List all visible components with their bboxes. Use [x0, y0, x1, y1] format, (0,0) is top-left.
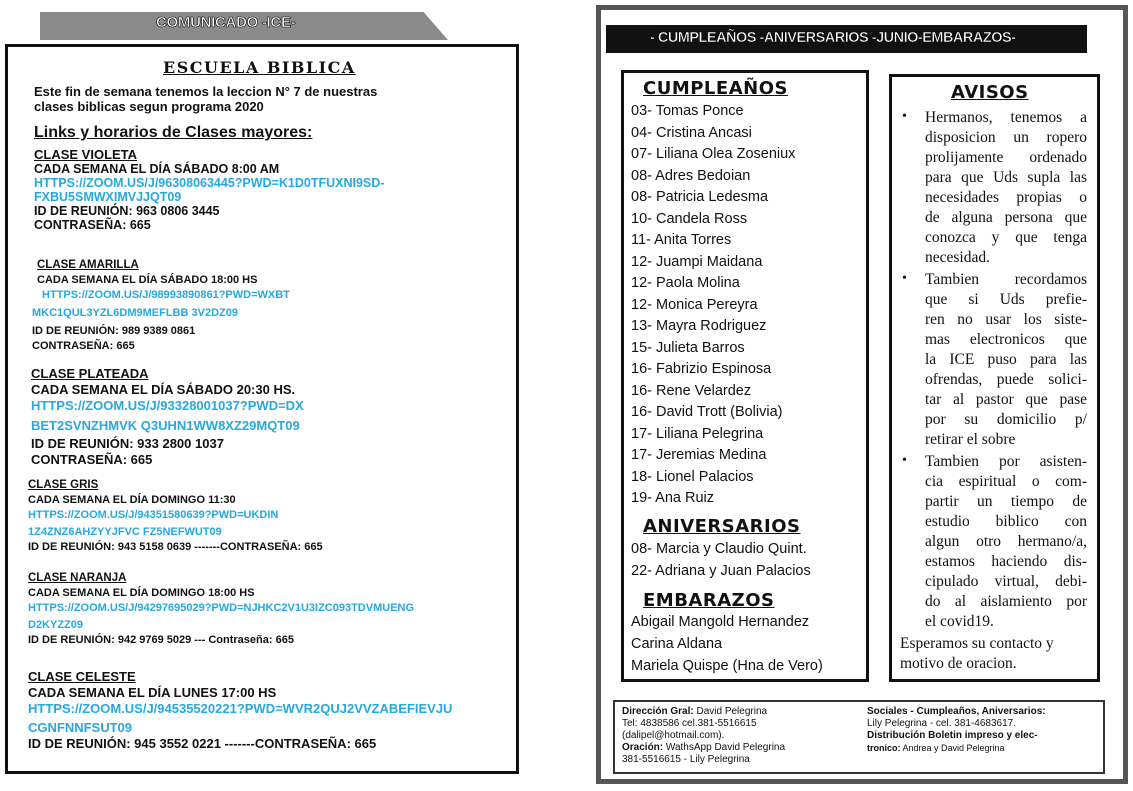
zoom-link[interactable]: HTTPS://ZOOM.US/J/94535520221?PWD=WVR2QUJ2VVZABEFIEVJU	[28, 701, 453, 716]
escuela-biblica-title: ESCUELA BIBLICA	[163, 58, 356, 77]
clase-schedule: CADA SEMANA EL DÍA SÁBADO 8:00 AM	[34, 162, 280, 176]
links-heading: Links y horarios de Clases mayores:	[34, 124, 313, 141]
clase-schedule: CADA SEMANA EL DÍA LUNES 17:00 HS	[28, 685, 277, 700]
zoom-link[interactable]: HTTPS://ZOOM.US/J/94351580639?PWD=UKDIN	[28, 509, 279, 521]
cumpleanos-item: 12- Juampi Maidana	[631, 253, 763, 270]
aviso-line: ren no usar los siste-	[925, 311, 1087, 328]
clase-celeste	[28, 669, 452, 752]
clase-violeta	[34, 148, 384, 232]
closing-line-2: motivo de oracion.	[900, 655, 1017, 672]
aviso-line: do al aislamiento por	[925, 593, 1087, 610]
intro-line-2: clases biblicas segun programa 2020	[34, 99, 264, 114]
zoom-link-cont[interactable]: CGNFNNFSUT09	[28, 720, 133, 735]
aviso-line: Tambien por asisten-	[925, 453, 1087, 470]
cumpleanos-item: 16- Fabrizio Espinosa	[631, 361, 772, 377]
embarazo-item: Mariela Quispe (Hna de Vero)	[631, 658, 823, 674]
cumpleanos-item: 08- Patricia Ledesma	[631, 189, 769, 205]
zoom-link[interactable]: HTTPS://ZOOM.US/J/98993890861?PWD=WXBT	[42, 289, 290, 301]
aviso-line: necesidades propias o	[925, 189, 1087, 206]
clase-amarilla	[32, 258, 290, 354]
aviso-line: ofrendas, puede solici-	[925, 371, 1087, 388]
cumpleanos-item: 16- Rene Velardez	[631, 382, 752, 399]
aviso-line: cia espiritual o com-	[925, 473, 1087, 490]
clase-title: CLASE CELESTE	[28, 669, 136, 684]
aviso-line: necesidad.	[925, 249, 990, 266]
meeting-password: CONTRASEÑA: 665	[32, 340, 135, 352]
footer-dir-label: Dirección Gral:	[622, 706, 694, 717]
clase-naranja	[28, 571, 414, 648]
cumpleanos-item: 15- Julieta Barros	[631, 339, 745, 356]
cumpleanos-item: 11- Anita Torres	[631, 232, 732, 248]
aviso-line: prolijamente ordenado	[925, 149, 1087, 166]
aniversarios-title: ANIVERSARIOS	[643, 516, 801, 537]
footer-dist-value: Andrea y David Pelegrina	[900, 743, 1005, 753]
aviso-line: Tambien recordamos	[925, 271, 1087, 288]
left-banner-text: COMUNICADO -ICE-	[156, 14, 296, 31]
meeting-id: ID DE REUNIÓN: 943 5158 0639 -------CONTRASEÑA: 665	[28, 541, 323, 553]
aniversario-item: 22- Adriana y Juan Palacios	[631, 563, 811, 579]
meeting-id: ID DE REUNIÓN: 945 3552 0221 -------CONTRASEÑA: 665	[28, 736, 377, 751]
bullet-icon: •	[902, 109, 907, 124]
zoom-link-cont[interactable]: FXBU5SMWXIMVJJQT09	[34, 190, 182, 204]
footer-oracion-tel: 381-5516615 - Lily Pelegrina	[622, 754, 750, 765]
clase-schedule: CADA SEMANA EL DÍA DOMINGO 18:00 HS	[28, 587, 255, 599]
cumpleanos-item: 16- David Trott (Bolivia)	[631, 404, 783, 420]
aviso-line: tar al pastor que pase	[925, 391, 1087, 408]
embarazo-item: Carina Aldana	[631, 636, 723, 652]
cumpleanos-item: 04- Cristina Ancasi	[631, 124, 752, 141]
meeting-id: ID DE REUNIÓN: 942 9769 5029 --- Contraseña: 665	[28, 634, 294, 646]
embarazos-title: EMBARAZOS	[643, 590, 775, 611]
footer-oracion-value: WathsApp David Pelegrina	[663, 742, 786, 753]
aviso-line: que si Uds prefie-	[925, 291, 1087, 308]
aviso-line: estudio biblico con	[925, 513, 1087, 530]
meeting-password: CONTRASEÑA: 665	[34, 218, 151, 232]
bullet-icon: •	[902, 271, 907, 286]
clase-gris	[28, 478, 323, 555]
clase-schedule: CADA SEMANA EL DÍA SÁBADO 20:30 HS.	[31, 382, 296, 397]
footer-direccion	[622, 706, 785, 766]
cumpleanos-item: 17- Liliana Pelegrina	[631, 425, 764, 442]
cumpleanos-item: 12- Paola Molina	[631, 275, 740, 291]
aviso-line: cipulado virtual, debi-	[925, 573, 1087, 590]
cumpleanos-item: 17- Jeremias Medina	[631, 447, 767, 463]
clase-plateada	[31, 366, 304, 468]
cumpleanos-item: 03- Tomas Ponce	[631, 103, 744, 119]
cumpleanos-item: 12- Monica Pereyra	[631, 296, 758, 313]
meeting-password: CONTRASEÑA: 665	[31, 452, 153, 467]
cumpleanos-item: 08- Adres Bedoian	[631, 167, 751, 184]
footer-sociales	[867, 706, 1046, 754]
meeting-id: ID DE REUNIÓN: 933 2800 1037	[31, 436, 224, 451]
aniversario-item: 08- Marcia y Claudio Quint.	[631, 541, 807, 557]
cumpleanos-item: 13- Mayra Rodriguez	[631, 318, 767, 334]
zoom-link[interactable]: HTTPS://ZOOM.US/J/94297695029?PWD=NJHKC2V1U3IZC093TDVMUENG	[28, 602, 415, 614]
closing-line-1: Esperamos su contacto y	[900, 635, 1054, 652]
aviso-line: estamos haciendo dis-	[925, 553, 1087, 570]
clase-title: CLASE AMARILLA	[37, 259, 139, 271]
footer-dir-name: David Pelegrina	[693, 706, 768, 717]
cumpleanos-item: 10- Candela Ross	[631, 210, 748, 227]
avisos-closing	[900, 634, 1092, 674]
zoom-link-cont[interactable]: D2KYZZ09	[28, 619, 84, 631]
zoom-link-cont[interactable]: MKC1QUL3YZL6DM9MEFLBB 3V2DZ09	[32, 307, 238, 319]
aviso-line: para que Uds supla las	[925, 169, 1087, 186]
cumpleanos-item: 18- Lionel Palacios	[631, 468, 754, 485]
aviso-item	[925, 108, 1087, 268]
aviso-line: el covid19.	[925, 613, 994, 630]
zoom-link[interactable]: HTTPS://ZOOM.US/J/93328001037?PWD=DX	[31, 398, 304, 413]
footer-oracion-label: Oración:	[622, 742, 664, 753]
clase-title: CLASE GRIS	[28, 479, 99, 491]
aviso-line: Hermanos, tenemos a	[925, 109, 1087, 126]
aviso-line: algun otro hermano/a,	[925, 533, 1087, 550]
zoom-link-cont[interactable]: 1Z4ZNZ6AHZYYJFVC FZ5NEFWUT09	[28, 526, 222, 538]
aviso-line: la ICE puso para las	[925, 351, 1087, 368]
footer-sociales-label: Sociales - Cumpleaños, Aniversarios:	[867, 706, 1046, 717]
clase-title: CLASE VIOLETA	[34, 147, 138, 162]
clase-title: CLASE NARANJA	[28, 572, 127, 584]
cumpleanos-item: 07- Liliana Olea Zoseniux	[631, 146, 796, 162]
aviso-line: retirar el sobre	[925, 431, 1016, 448]
cumpleanos-item: 19- Ana Ruiz	[631, 490, 715, 506]
right-header-text: - CUMPLEAÑOS -ANIVERSARIOS -JUNIO-EMBARAZOS-	[650, 30, 1016, 46]
meeting-id: ID DE REUNIÓN: 989 9389 0861	[32, 325, 196, 337]
footer-tel: Tel: 4838586 cel.381-5516615	[622, 718, 757, 729]
clase-schedule: CADA SEMANA EL DÍA SÁBADO 18:00 HS	[37, 274, 258, 286]
meeting-id: ID DE REUNIÓN: 963 0806 3445	[34, 204, 220, 218]
footer-mail[interactable]: (dalipel@hotmail.com).	[622, 730, 725, 741]
avisos-title: AVISOS	[951, 82, 1029, 103]
footer-dist-label-2: tronico:	[867, 743, 901, 753]
aviso-line: mas electronicos que	[925, 331, 1087, 348]
cumpleanos-title: CUMPLEAÑOS	[643, 78, 788, 99]
footer-sociales-value: Lily Pelegrina - cel. 381-4683617.	[867, 718, 1016, 729]
aviso-line: de alguna persona que	[925, 209, 1087, 226]
zoom-link[interactable]: HTTPS://ZOOM.US/J/96308063445?PWD=K1D0TFUXNI9SD-	[34, 176, 385, 190]
aviso-line: por su domicilio p/	[925, 411, 1087, 428]
aviso-item	[925, 270, 1087, 450]
zoom-link-cont[interactable]: BET2SVNZHMVK Q3UHN1WW8XZ29MQT09	[31, 418, 300, 433]
clase-title: CLASE PLATEADA	[31, 366, 149, 381]
aviso-line: conozca y que tenga	[925, 229, 1087, 246]
bullet-icon: •	[902, 453, 907, 468]
intro-line-1: Este fin de semana tenemos la leccion N° 7 de nuestras	[34, 84, 378, 99]
embarazo-item: Abigail Mangold Hernandez	[631, 614, 810, 630]
clase-schedule: CADA SEMANA EL DÍA DOMINGO 11:30	[28, 494, 236, 506]
intro-text	[34, 84, 504, 114]
aviso-item	[925, 452, 1087, 632]
footer-dist-label: Distribución Boletin impreso y elec-	[867, 730, 1038, 741]
aviso-line: disposicion un ropero	[925, 129, 1087, 146]
aviso-line: partir un tiempo de	[925, 493, 1087, 510]
